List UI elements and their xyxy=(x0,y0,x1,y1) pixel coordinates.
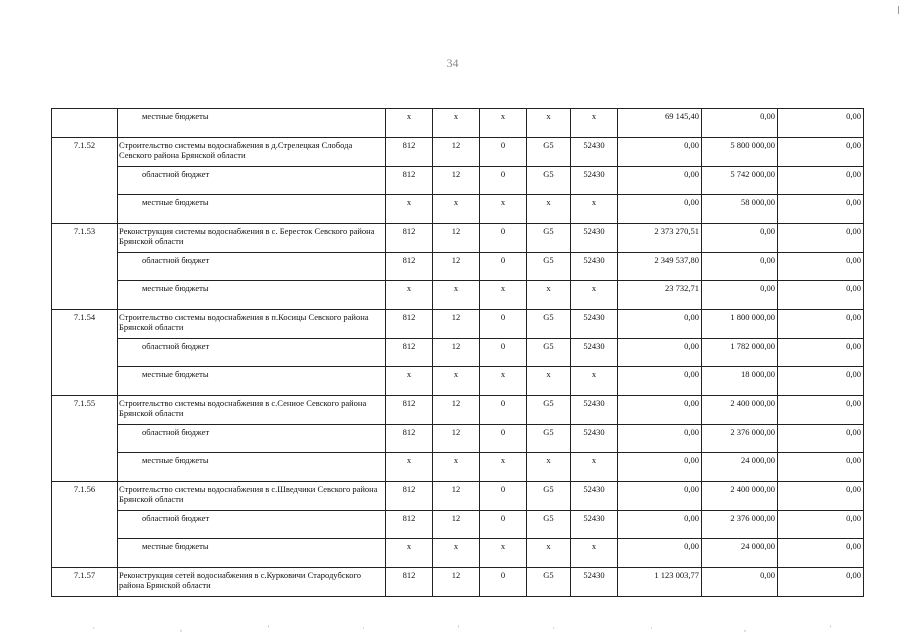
expense-code-cell: х xyxy=(571,539,618,568)
project-name-cell: Реконструкция системы водоснабжения в с. Бересток Севского района Брянской области xyxy=(118,224,386,253)
section-code-cell: х xyxy=(433,281,480,310)
grbs-code-cell: 812 xyxy=(386,396,433,425)
amount-year-2-cell: 5 742 000,00 xyxy=(702,167,778,195)
table-row xyxy=(52,167,864,195)
amount-year-3-cell: 0,00 xyxy=(778,339,864,367)
item-number-cell xyxy=(52,425,118,453)
subsection-code-cell: 0 xyxy=(480,511,527,539)
program-code-cell: G5 xyxy=(527,224,571,253)
item-number-cell: 7.1.56 xyxy=(52,482,118,511)
expense-code-cell: х xyxy=(571,195,618,224)
program-code-cell: х xyxy=(527,367,571,396)
amount-year-1-cell: 0,00 xyxy=(618,539,702,568)
budget-source-cell: областной бюджет xyxy=(118,511,386,539)
amount-year-1-cell: 2 373 270,51 xyxy=(618,224,702,253)
expense-code-cell: х xyxy=(571,109,618,138)
amount-year-2-cell: 24 000,00 xyxy=(702,453,778,482)
subsection-code-cell: 0 xyxy=(480,224,527,253)
grbs-code-cell: 812 xyxy=(386,138,433,167)
item-number-cell xyxy=(52,367,118,396)
amount-year-2-cell: 2 400 000,00 xyxy=(702,482,778,511)
grbs-code-cell: 812 xyxy=(386,425,433,453)
expense-code-cell: 52430 xyxy=(571,396,618,425)
amount-year-2-cell: 1 800 000,00 xyxy=(702,310,778,339)
amount-year-3-cell: 0,00 xyxy=(778,453,864,482)
grbs-code-cell: 812 xyxy=(386,339,433,367)
grbs-code-cell: х xyxy=(386,109,433,138)
amount-year-2-cell: 58 000,00 xyxy=(702,195,778,224)
budget-source-cell: областной бюджет xyxy=(118,253,386,281)
expense-code-cell: 52430 xyxy=(571,310,618,339)
amount-year-3-cell: 0,00 xyxy=(778,482,864,511)
section-code-cell: 12 xyxy=(433,396,480,425)
section-code-cell: х xyxy=(433,453,480,482)
section-code-cell: х xyxy=(433,109,480,138)
table-row xyxy=(52,396,864,425)
amount-year-1-cell: 0,00 xyxy=(618,167,702,195)
amount-year-2-cell: 0,00 xyxy=(702,253,778,281)
amount-year-2-cell: 0,00 xyxy=(702,109,778,138)
budget-source-cell: местные бюджеты xyxy=(118,195,386,224)
amount-year-3-cell: 0,00 xyxy=(778,195,864,224)
amount-year-2-cell: 2 376 000,00 xyxy=(702,425,778,453)
subsection-code-cell: х xyxy=(480,453,527,482)
amount-year-2-cell: 2 400 000,00 xyxy=(702,396,778,425)
budget-source-cell: местные бюджеты xyxy=(118,281,386,310)
amount-year-1-cell: 0,00 xyxy=(618,138,702,167)
item-number-cell: 7.1.55 xyxy=(52,396,118,425)
amount-year-3-cell: 0,00 xyxy=(778,253,864,281)
table-row xyxy=(52,224,864,253)
item-number-cell xyxy=(52,281,118,310)
subsection-code-cell: х xyxy=(480,109,527,138)
amount-year-3-cell: 0,00 xyxy=(778,167,864,195)
program-code-cell: G5 xyxy=(527,310,571,339)
item-number-cell xyxy=(52,253,118,281)
expense-code-cell: 52430 xyxy=(571,339,618,367)
item-number-cell xyxy=(52,539,118,568)
subsection-code-cell: 0 xyxy=(480,482,527,511)
subsection-code-cell: 0 xyxy=(480,253,527,281)
subsection-code-cell: х xyxy=(480,281,527,310)
budget-source-cell: областной бюджет xyxy=(118,339,386,367)
item-number-cell xyxy=(52,167,118,195)
program-code-cell: G5 xyxy=(527,511,571,539)
section-code-cell: 12 xyxy=(433,310,480,339)
program-code-cell: х xyxy=(527,539,571,568)
amount-year-3-cell: 0,00 xyxy=(778,539,864,568)
amount-year-3-cell: 0,00 xyxy=(778,425,864,453)
amount-year-1-cell: 23 732,71 xyxy=(618,281,702,310)
amount-year-1-cell: 0,00 xyxy=(618,396,702,425)
section-code-cell: 12 xyxy=(433,568,480,597)
table-row xyxy=(52,253,864,281)
table-row xyxy=(52,539,864,568)
amount-year-3-cell: 0,00 xyxy=(778,367,864,396)
item-number-cell: 7.1.53 xyxy=(52,224,118,253)
budget-source-cell: местные бюджеты xyxy=(118,367,386,396)
amount-year-1-cell: 0,00 xyxy=(618,453,702,482)
amount-year-3-cell: 0,00 xyxy=(778,511,864,539)
table-row xyxy=(52,138,864,167)
item-number-cell: 7.1.52 xyxy=(52,138,118,167)
subsection-code-cell: х xyxy=(480,539,527,568)
budget-source-cell: местные бюджеты xyxy=(118,109,386,138)
expense-code-cell: х xyxy=(571,367,618,396)
section-code-cell: 12 xyxy=(433,138,480,167)
amount-year-3-cell: 0,00 xyxy=(778,568,864,597)
expense-code-cell: 52430 xyxy=(571,224,618,253)
amount-year-1-cell: 0,00 xyxy=(618,339,702,367)
project-name-cell: Строительство системы водоснабжения в п.Косицы Севского района Брянской области xyxy=(118,310,386,339)
grbs-code-cell: 812 xyxy=(386,511,433,539)
amount-year-1-cell: 0,00 xyxy=(618,195,702,224)
section-code-cell: 12 xyxy=(433,253,480,281)
expense-code-cell: 52430 xyxy=(571,568,618,597)
table-row xyxy=(52,511,864,539)
amount-year-3-cell: 0,00 xyxy=(778,396,864,425)
section-code-cell: х xyxy=(433,195,480,224)
amount-year-2-cell: 1 782 000,00 xyxy=(702,339,778,367)
program-code-cell: G5 xyxy=(527,138,571,167)
subsection-code-cell: х xyxy=(480,367,527,396)
subsection-code-cell: 0 xyxy=(480,310,527,339)
grbs-code-cell: 812 xyxy=(386,167,433,195)
project-name-cell: Строительство системы водоснабжения в с.Сениое Севского района Брянской области xyxy=(118,396,386,425)
program-code-cell: х xyxy=(527,281,571,310)
grbs-code-cell: 812 xyxy=(386,224,433,253)
grbs-code-cell: х xyxy=(386,367,433,396)
project-name-cell: Строительство системы водоснабжения в с.Шведчики Севского района Брянской области xyxy=(118,482,386,511)
expense-code-cell: х xyxy=(571,281,618,310)
project-name-cell: Строительство системы водоснабжения в д.Стрелецкая Слобода Севского района Брянской области xyxy=(118,138,386,167)
grbs-code-cell: х xyxy=(386,453,433,482)
subsection-code-cell: 0 xyxy=(480,425,527,453)
item-number-cell xyxy=(52,511,118,539)
table-row xyxy=(52,482,864,511)
section-code-cell: х xyxy=(433,539,480,568)
item-number-cell xyxy=(52,453,118,482)
amount-year-2-cell: 0,00 xyxy=(702,568,778,597)
page-number: 34 xyxy=(446,56,459,70)
section-code-cell: х xyxy=(433,367,480,396)
budget-table xyxy=(51,108,864,597)
amount-year-3-cell: 0,00 xyxy=(778,138,864,167)
amount-year-2-cell: 2 376 000,00 xyxy=(702,511,778,539)
amount-year-2-cell: 24 000,00 xyxy=(702,539,778,568)
program-code-cell: G5 xyxy=(527,482,571,511)
expense-code-cell: 52430 xyxy=(571,167,618,195)
item-number-cell: 7.1.54 xyxy=(52,310,118,339)
subsection-code-cell: 0 xyxy=(480,568,527,597)
amount-year-2-cell: 5 800 000,00 xyxy=(702,138,778,167)
table-row xyxy=(52,310,864,339)
table-row xyxy=(52,568,864,597)
amount-year-1-cell: 0,00 xyxy=(618,482,702,511)
table-row xyxy=(52,109,864,138)
budget-source-cell: местные бюджеты xyxy=(118,539,386,568)
amount-year-1-cell: 0,00 xyxy=(618,425,702,453)
item-number-cell xyxy=(52,195,118,224)
amount-year-1-cell: 2 349 537,80 xyxy=(618,253,702,281)
table-row xyxy=(52,195,864,224)
amount-year-3-cell: 0,00 xyxy=(778,224,864,253)
grbs-code-cell: 812 xyxy=(386,482,433,511)
program-code-cell: G5 xyxy=(527,167,571,195)
amount-year-1-cell: 1 123 003,77 xyxy=(618,568,702,597)
section-code-cell: 12 xyxy=(433,511,480,539)
grbs-code-cell: 812 xyxy=(386,568,433,597)
amount-year-1-cell: 0,00 xyxy=(618,367,702,396)
subsection-code-cell: 0 xyxy=(480,167,527,195)
scan-edge-mark xyxy=(898,6,899,14)
program-code-cell: х xyxy=(527,453,571,482)
amount-year-1-cell: 69 145,40 xyxy=(618,109,702,138)
program-code-cell: G5 xyxy=(527,253,571,281)
section-code-cell: 12 xyxy=(433,482,480,511)
expense-code-cell: х xyxy=(571,453,618,482)
grbs-code-cell: х xyxy=(386,539,433,568)
table-row xyxy=(52,367,864,396)
program-code-cell: G5 xyxy=(527,339,571,367)
program-code-cell: G5 xyxy=(527,425,571,453)
grbs-code-cell: 812 xyxy=(386,310,433,339)
item-number-cell xyxy=(52,109,118,138)
table-row xyxy=(52,281,864,310)
expense-code-cell: 52430 xyxy=(571,511,618,539)
amount-year-1-cell: 0,00 xyxy=(618,310,702,339)
expense-code-cell: 52430 xyxy=(571,425,618,453)
amount-year-3-cell: 0,00 xyxy=(778,109,864,138)
amount-year-3-cell: 0,00 xyxy=(778,281,864,310)
amount-year-3-cell: 0,00 xyxy=(778,310,864,339)
table-row xyxy=(52,339,864,367)
amount-year-2-cell: 0,00 xyxy=(702,281,778,310)
grbs-code-cell: 812 xyxy=(386,253,433,281)
amount-year-1-cell: 0,00 xyxy=(618,511,702,539)
program-code-cell: G5 xyxy=(527,396,571,425)
program-code-cell: х xyxy=(527,109,571,138)
table-body xyxy=(52,109,864,597)
subsection-code-cell: 0 xyxy=(480,339,527,367)
item-number-cell: 7.1.57 xyxy=(52,568,118,597)
budget-source-cell: областной бюджет xyxy=(118,425,386,453)
subsection-code-cell: х xyxy=(480,195,527,224)
subsection-code-cell: 0 xyxy=(480,138,527,167)
budget-source-cell: областной бюджет xyxy=(118,167,386,195)
scan-footer-specks: · , ' · ' · · , ' xyxy=(92,624,832,633)
budget-source-cell: местные бюджеты xyxy=(118,453,386,482)
table-row xyxy=(52,425,864,453)
expense-code-cell: 52430 xyxy=(571,482,618,511)
amount-year-2-cell: 0,00 xyxy=(702,224,778,253)
subsection-code-cell: 0 xyxy=(480,396,527,425)
item-number-cell xyxy=(52,339,118,367)
project-name-cell: Реконструкция сетей водоснабжения в с.Курковичи Стародубского района Брянской области xyxy=(118,568,386,597)
expense-code-cell: 52430 xyxy=(571,138,618,167)
section-code-cell: 12 xyxy=(433,425,480,453)
grbs-code-cell: х xyxy=(386,281,433,310)
table-row xyxy=(52,453,864,482)
section-code-cell: 12 xyxy=(433,224,480,253)
section-code-cell: 12 xyxy=(433,167,480,195)
program-code-cell: G5 xyxy=(527,568,571,597)
amount-year-2-cell: 18 000,00 xyxy=(702,367,778,396)
section-code-cell: 12 xyxy=(433,339,480,367)
grbs-code-cell: х xyxy=(386,195,433,224)
expense-code-cell: 52430 xyxy=(571,253,618,281)
program-code-cell: х xyxy=(527,195,571,224)
